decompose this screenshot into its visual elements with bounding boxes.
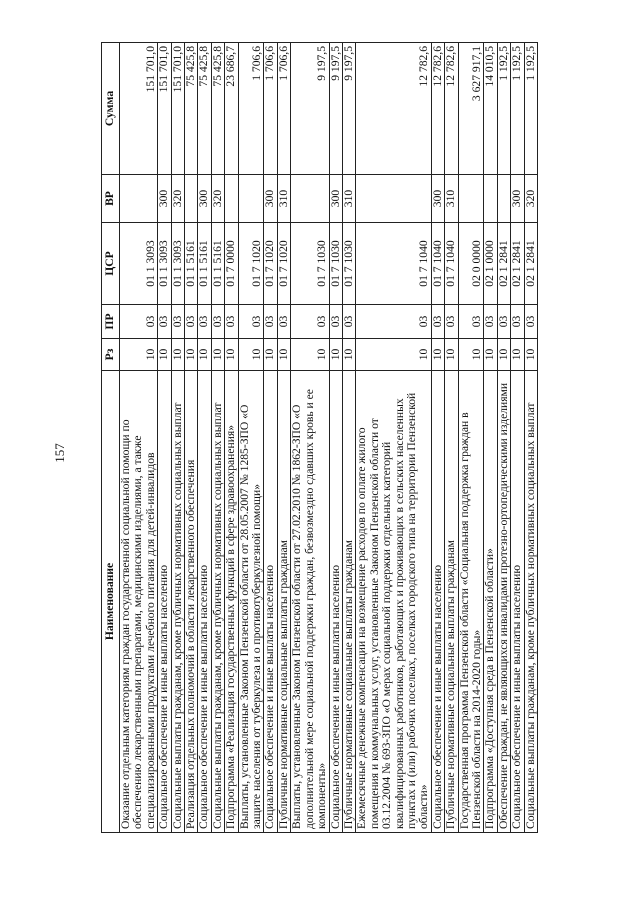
cell-pr: 03	[524, 305, 537, 339]
table-row	[120, 43, 158, 833]
cell-name: Обеспечение граждан, не являющихся инвалидами протезно-ортопедическими изделиями	[497, 371, 510, 833]
cell-csr: 01 7 1020	[238, 223, 264, 305]
cell-pr: 03	[445, 305, 458, 339]
cell-sum: 12 782,6	[356, 43, 431, 175]
cell-rz: 10	[458, 339, 484, 371]
cell-vr: 320	[524, 175, 537, 223]
cell-csr: 01 7 1030	[291, 223, 329, 305]
cell-vr: 310	[445, 175, 458, 223]
cell-rz: 10	[264, 339, 277, 371]
cell-csr: 01 1 5161	[185, 223, 198, 305]
cell-pr: 03	[342, 305, 355, 339]
cell-vr: 300	[264, 175, 277, 223]
cell-csr: 01 7 1030	[342, 223, 355, 305]
cell-vr	[291, 175, 329, 223]
cell-rz: 10	[356, 339, 431, 371]
cell-rz: 10	[211, 339, 224, 371]
cell-pr: 03	[431, 305, 444, 339]
rotated-table-container	[101, 43, 553, 833]
cell-csr: 01 7 0000	[225, 223, 238, 305]
table-row	[238, 43, 264, 833]
cell-sum: 1 192,5	[497, 43, 510, 175]
cell-sum: 9 197,5	[342, 43, 355, 175]
cell-csr: 01 7 1040	[445, 223, 458, 305]
page-number: 157	[52, 443, 67, 463]
cell-pr: 03	[497, 305, 510, 339]
cell-sum: 75 425,8	[185, 43, 198, 175]
cell-pr: 03	[458, 305, 484, 339]
header-rz: Рз	[102, 339, 120, 371]
cell-vr	[356, 175, 431, 223]
cell-vr	[458, 175, 484, 223]
table-row	[329, 43, 342, 833]
cell-csr: 01 1 3093	[158, 223, 171, 305]
cell-name: Социальные выплаты гражданам, кроме публичных нормативных социальных выплат	[524, 371, 537, 833]
cell-sum: 23 686,7	[225, 43, 238, 175]
cell-csr: 02 1 0000	[484, 223, 497, 305]
table-row	[291, 43, 329, 833]
cell-pr: 03	[171, 305, 184, 339]
cell-csr: 02 1 2841	[511, 223, 524, 305]
cell-sum: 1 192,5	[524, 43, 537, 175]
cell-vr: 320	[211, 175, 224, 223]
cell-sum: 75 425,8	[211, 43, 224, 175]
cell-name: Социальное обеспечение и иные выплаты населению	[329, 371, 342, 833]
cell-rz: 10	[497, 339, 510, 371]
cell-rz: 10	[291, 339, 329, 371]
cell-sum: 151 701,0	[158, 43, 171, 175]
table-row	[484, 43, 497, 833]
header-pr: ПР	[102, 305, 120, 339]
cell-name: Выплаты, установленные Законом Пензенской области от 28.05.2007 № 1285-ЗПО «О защите населения от туберкулеза и о противотуберкулезной помощи»	[238, 371, 264, 833]
cell-vr: 300	[511, 175, 524, 223]
cell-csr: 01 7 1020	[264, 223, 277, 305]
cell-vr	[484, 175, 497, 223]
cell-sum: 1 192,5	[511, 43, 524, 175]
cell-sum: 1 706,6	[264, 43, 277, 175]
cell-vr: 320	[171, 175, 184, 223]
cell-vr: 300	[329, 175, 342, 223]
cell-csr: 01 7 1030	[329, 223, 342, 305]
cell-name: Подпрограмма «Реализация государственных функций в сфере здравоохранения»	[225, 371, 238, 833]
cell-rz: 10	[445, 339, 458, 371]
cell-rz: 10	[342, 339, 355, 371]
table-row	[158, 43, 171, 833]
cell-sum: 3 627 917,1	[458, 43, 484, 175]
table-row	[524, 43, 537, 833]
cell-name: Социальные выплаты гражданам, кроме публичных нормативных социальных выплат	[171, 371, 184, 833]
cell-sum: 14 010,5	[484, 43, 497, 175]
cell-name: Ежемесячные денежные компенсации на возмещение расходов по оплате жилого помещения и коммунальных услуг, установленные Законом Пензенской области от 03.12.2004 № 693-ЗПО «О мерах социальной поддержки отдельных категорий квалифицированных работников, работающих и проживающих в сельских населенных пунктах и (или) рабочих поселках, поселках городского типа на территории Пензенской области»	[356, 371, 431, 833]
cell-name: Социальные выплаты гражданам, кроме публичных нормативных социальных выплат	[211, 371, 224, 833]
cell-sum: 12 782,6	[431, 43, 444, 175]
cell-rz: 10	[225, 339, 238, 371]
cell-pr: 03	[356, 305, 431, 339]
cell-name: Публичные нормативные социальные выплаты гражданам	[342, 371, 355, 833]
cell-rz: 10	[329, 339, 342, 371]
cell-name: Государственная программа Пензенской области «Социальная поддержка граждан в Пензенской области на 2014-2020 годы»	[458, 371, 484, 833]
cell-sum: 1 706,6	[277, 43, 290, 175]
cell-vr	[497, 175, 510, 223]
table-row	[497, 43, 510, 833]
header-vr: ВР	[102, 175, 120, 223]
cell-csr: 01 1 3093	[171, 223, 184, 305]
cell-name: Публичные нормативные социальные выплаты гражданам	[445, 371, 458, 833]
cell-vr: 300	[158, 175, 171, 223]
cell-pr: 03	[277, 305, 290, 339]
table-row	[356, 43, 431, 833]
cell-name: Социальное обеспечение и иные выплаты населению	[264, 371, 277, 833]
cell-pr: 03	[264, 305, 277, 339]
cell-csr: 01 1 5161	[211, 223, 224, 305]
cell-csr: 01 1 3093	[120, 223, 158, 305]
cell-rz: 10	[158, 339, 171, 371]
table-row	[264, 43, 277, 833]
cell-vr	[120, 175, 158, 223]
cell-vr	[238, 175, 264, 223]
cell-rz: 10	[120, 339, 158, 371]
header-sum: Сумма	[102, 43, 120, 175]
table-body	[120, 43, 538, 833]
cell-pr: 03	[238, 305, 264, 339]
cell-sum: 1 706,6	[238, 43, 264, 175]
cell-rz: 10	[484, 339, 497, 371]
cell-rz: 10	[185, 339, 198, 371]
cell-rz: 10	[238, 339, 264, 371]
table-row	[185, 43, 198, 833]
cell-sum: 12 782,6	[445, 43, 458, 175]
table-row	[225, 43, 238, 833]
cell-vr: 310	[342, 175, 355, 223]
table-row	[211, 43, 224, 833]
cell-csr: 01 1 5161	[198, 223, 211, 305]
cell-pr: 03	[198, 305, 211, 339]
table-row	[342, 43, 355, 833]
table-row	[198, 43, 211, 833]
cell-pr: 03	[185, 305, 198, 339]
cell-rz: 10	[171, 339, 184, 371]
cell-csr: 01 7 1040	[431, 223, 444, 305]
cell-pr: 03	[329, 305, 342, 339]
cell-csr: 01 7 1020	[277, 223, 290, 305]
cell-vr: 310	[277, 175, 290, 223]
cell-csr: 01 7 1040	[356, 223, 431, 305]
table-row	[445, 43, 458, 833]
cell-name: Социальное обеспечение и иные выплаты населению	[198, 371, 211, 833]
table-header-row	[102, 43, 120, 833]
table-row	[431, 43, 444, 833]
cell-rz: 10	[277, 339, 290, 371]
table-row	[511, 43, 524, 833]
table-row	[277, 43, 290, 833]
cell-pr: 03	[511, 305, 524, 339]
cell-vr: 300	[198, 175, 211, 223]
cell-name: Оказание отдельным категориям граждан государственной социальной помощи по обеспечению лекарственными препаратами, медицинскими изделиями, а также специализированными продуктами лечебного питания для детей-инвалидов	[120, 371, 158, 833]
cell-pr: 03	[225, 305, 238, 339]
cell-name: Выплаты, установленные Законом Пензенской области от 27.02.2010 № 1862-ЗПО «О дополнительной мере социальной поддержки граждан, безвозмездно сдавших кровь и ее компоненты»	[291, 371, 329, 833]
cell-rz: 10	[511, 339, 524, 371]
cell-sum: 9 197,5	[291, 43, 329, 175]
cell-pr: 03	[158, 305, 171, 339]
cell-name: Социальное обеспечение и иные выплаты населению	[158, 371, 171, 833]
cell-csr: 02 0 0000	[458, 223, 484, 305]
cell-csr: 02 1 2841	[524, 223, 537, 305]
cell-rz: 10	[198, 339, 211, 371]
cell-vr: 300	[431, 175, 444, 223]
cell-name: Социальное обеспечение и иные выплаты населению	[431, 371, 444, 833]
cell-name: Подпрограмма «Доступная среда в Пензенской области»	[484, 371, 497, 833]
cell-pr: 03	[291, 305, 329, 339]
cell-csr: 02 1 2841	[497, 223, 510, 305]
cell-rz: 10	[524, 339, 537, 371]
cell-vr	[225, 175, 238, 223]
table-row	[171, 43, 184, 833]
cell-name: Публичные нормативные социальные выплаты гражданам	[277, 371, 290, 833]
table-row	[458, 43, 484, 833]
cell-rz: 10	[431, 339, 444, 371]
cell-sum: 75 425,8	[198, 43, 211, 175]
cell-sum: 9 197,5	[329, 43, 342, 175]
cell-name: Социальное обеспечение и иные выплаты населению	[511, 371, 524, 833]
cell-sum: 151 701,0	[171, 43, 184, 175]
cell-vr	[185, 175, 198, 223]
header-csr: ЦСР	[102, 223, 120, 305]
cell-pr: 03	[120, 305, 158, 339]
cell-pr: 03	[484, 305, 497, 339]
cell-sum: 151 701,0	[120, 43, 158, 175]
header-name: Наименование	[102, 371, 120, 833]
cell-pr: 03	[211, 305, 224, 339]
cell-name: Реализация отдельных полномочий в области лекарственного обеспечения	[185, 371, 198, 833]
budget-table	[101, 42, 538, 833]
